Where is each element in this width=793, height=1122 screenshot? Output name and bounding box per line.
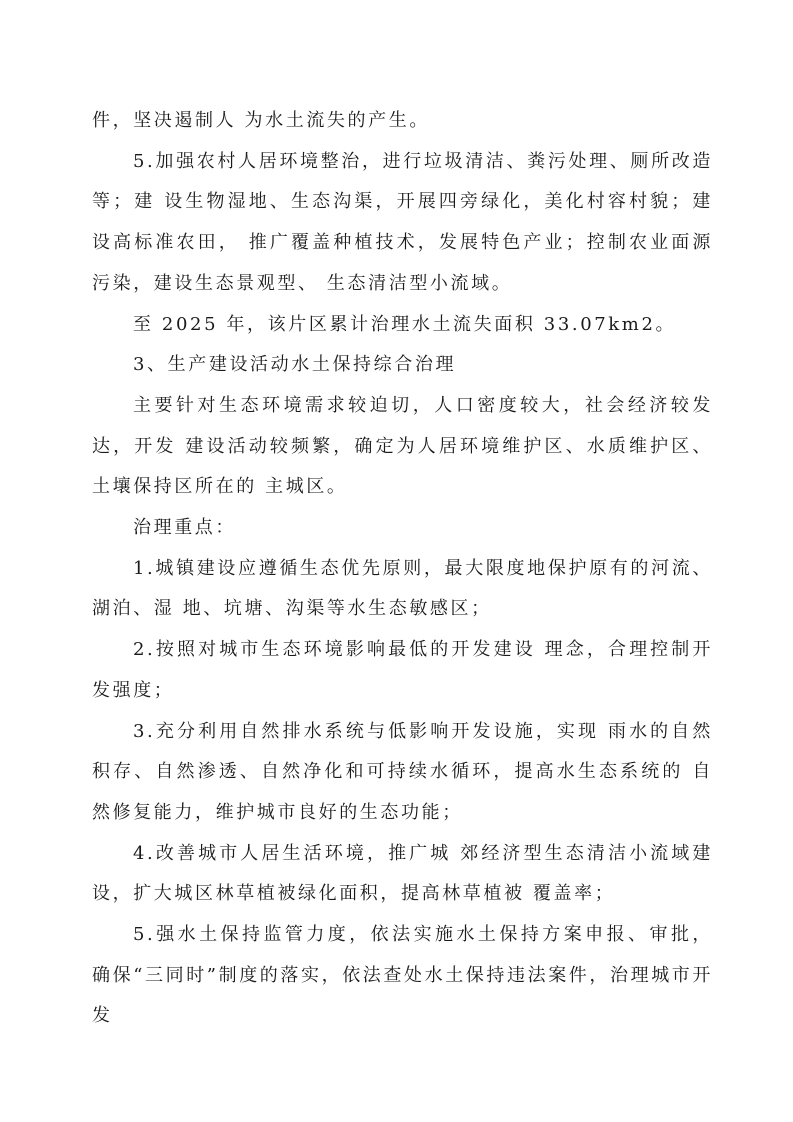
paragraph-1: 件，坚决遏制人 为水土流失的产生。 (92, 110, 430, 131)
list-item-1: 1.城镇建设应遵循生态优先原则，最大限度地保护原有的河流、湖泊、湿 地、坑塘、沟渠等水生态敏感区； (92, 557, 713, 620)
paragraph-2: 5.加强农村人居环境整治，进行垃圾清洁、粪污处理、厕所改造等；建 设生物湿地、生态沟渠，开展四旁绿化，美化村容村貌；建设高标准农田， 推广覆盖种植技术，发展特色产业；控制农业面源污染，建设生态景观型、 生态清洁型小流域。 (92, 150, 713, 294)
list-item-5: 5.强水土保持监管力度，依法实施水土保持方案申报、审批， 确保“三同时”制度的落实，依法查处水土保持违法案件，治理城市开发 (92, 924, 714, 1027)
list-item-3: 3.充分利用自然排水系统与低影响开发设施，实现 雨水的自然积存、自然渗透、自然净化和可持续水循环，提高水生态系统的 自然修复能力，维护城市良好的生态功能； (92, 720, 713, 823)
paragraph-3: 至 2025 年，该片区累计治理水土流失面积 33.07km2。 (133, 313, 677, 335)
key-points-heading: 治理重点： (133, 517, 236, 539)
paragraph-5: 主要针对生态环境需求较迫切，人口密度较大，社会经济较发达，开发 建设活动较频繁，确定为人居环境维护区、水质维护区、土壤保持区所在的 主城区。 (92, 394, 713, 498)
section-heading: 3、生产建设活动水土保持综合治理 (133, 354, 457, 376)
list-item-2: 2.按照对城市生态环境影响最低的开发建设 理念，合理控制开发强度； (92, 639, 713, 701)
list-item-4: 4.改善城市人居生活环境，推广城 郊经济型生态清洁小流域建设，扩大城区林草植被绿化面积，提高林草植被 覆盖率； (92, 842, 713, 905)
